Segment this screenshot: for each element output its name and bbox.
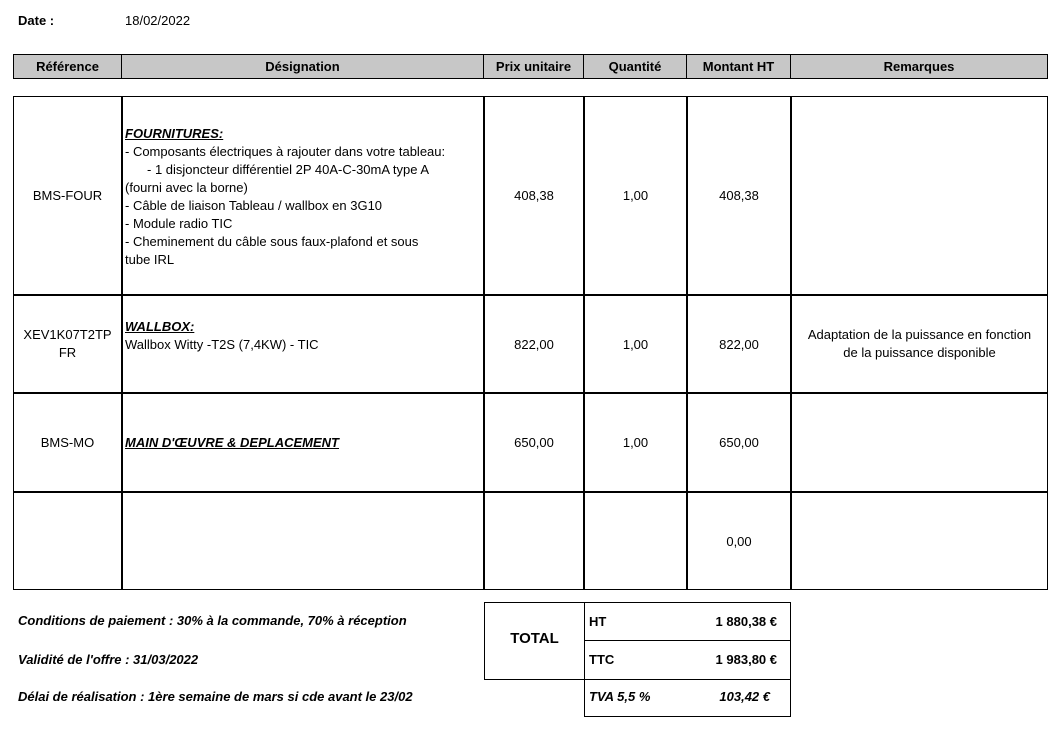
remarque-line: de la puissance disponible <box>843 345 996 360</box>
header-designation: Désignation <box>122 54 484 79</box>
cell-quantite: 1,00 <box>622 336 649 352</box>
designation-line: - Module radio TIC <box>125 216 233 231</box>
cell-prix-unitaire: 650,00 <box>514 435 554 450</box>
delivery-delay: Délai de réalisation : 1ère semaine de mars si cde avant le 23/02 <box>18 689 413 704</box>
cell-montant-ht: 822,00 <box>719 336 759 352</box>
total-ttc-value: 1 983,80 € <box>715 652 777 667</box>
header-prix-unitaire: Prix unitaire <box>484 54 584 79</box>
reference-line: FR <box>58 345 77 360</box>
cell-quantite: 1,00 <box>622 435 649 450</box>
payment-conditions: Conditions de paiement : 30% à la commande, 70% à réception <box>18 613 407 628</box>
cell-prix-unitaire: 408,38 <box>514 188 554 203</box>
cell-reference <box>13 493 122 589</box>
cell-designation <box>125 125 483 269</box>
designation-line: tube IRL <box>125 252 175 267</box>
reference-line: XEV1K07T2TP <box>23 327 112 342</box>
cell-remarques <box>791 296 1048 392</box>
cell-designation <box>125 318 483 354</box>
total-ttc-label: TTC <box>589 652 615 667</box>
designation-line: (fourni avec la borne) <box>125 180 248 195</box>
cell-quantite: 1,00 <box>622 188 649 203</box>
section-title: MAIN D'ŒUVRE & DEPLACEMENT <box>125 435 339 450</box>
designation-line: - Composants électriques à rajouter dans votre tableau: <box>125 144 446 159</box>
cell-remarques <box>791 97 1048 294</box>
total-label: TOTAL <box>510 630 559 647</box>
cell-remarques <box>791 493 1048 589</box>
designation-line: - Câble de liaison Tableau / wallbox en 3G10 <box>125 198 383 213</box>
cell-remarques <box>791 394 1048 491</box>
cell-designation <box>125 434 483 452</box>
cell-quantite <box>584 493 687 589</box>
date-label: Date : <box>18 13 55 28</box>
cell-reference: BMS-MO <box>40 435 95 450</box>
section-title: WALLBOX: <box>125 319 195 334</box>
header-remarques: Remarques <box>791 54 1048 79</box>
header-quantite: Quantité <box>584 54 687 79</box>
section-title: FOURNITURES: <box>125 126 224 141</box>
cell-prix-unitaire <box>484 493 584 589</box>
designation-line: Wallbox Witty -T2S (7,4KW) - TIC <box>125 337 319 352</box>
date-value: 18/02/2022 <box>125 13 191 28</box>
cell-reference <box>13 296 122 392</box>
total-ht-label: HT <box>589 614 607 629</box>
cell-prix-unitaire: 822,00 <box>514 336 554 352</box>
offer-validity: Validité de l'offre : 31/03/2022 <box>18 652 199 667</box>
total-ht-value: 1 880,38 € <box>715 614 777 629</box>
designation-line: - Cheminement du câble sous faux-plafond et sous <box>125 234 419 249</box>
cell-reference: BMS-FOUR <box>32 188 103 203</box>
cell-montant-ht: 650,00 <box>719 435 759 450</box>
total-tva-label: TVA 5,5 % <box>589 689 651 704</box>
cell-montant-ht: 408,38 <box>719 188 759 203</box>
header-reference: Référence <box>13 54 122 79</box>
designation-line: - 1 disjoncteur différentiel 2P 40A-C-30mA type A <box>147 162 430 177</box>
remarque-line: Adaptation de la puissance en fonction <box>807 327 1032 342</box>
cell-montant-ht: 0,00 <box>726 533 752 549</box>
header-montant-ht: Montant HT <box>687 54 791 79</box>
total-tva-value: 103,42 € <box>719 689 770 704</box>
